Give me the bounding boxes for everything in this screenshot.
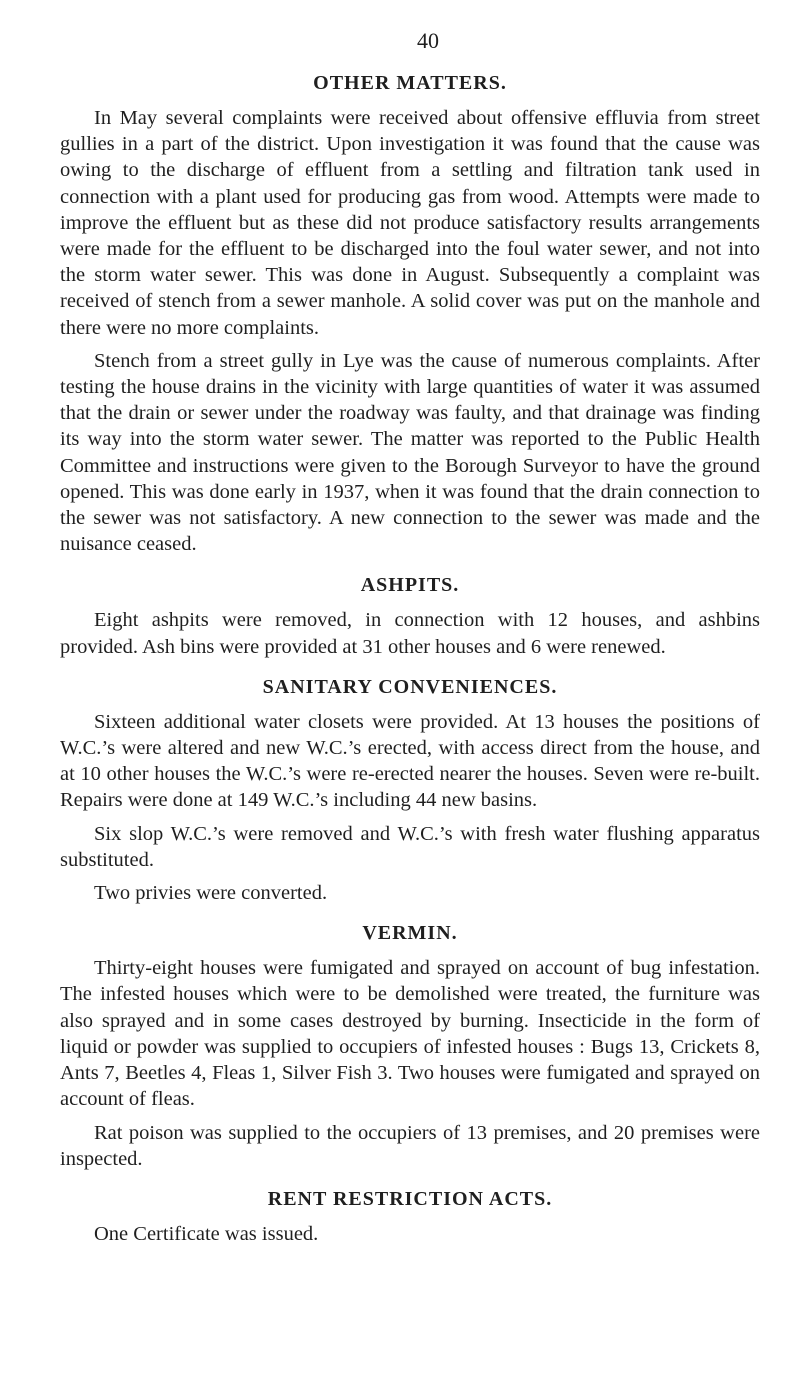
paragraph: In May several complaints were received about offensive effluvia from street gullies in a part of the district. Upon investigation it was found that the cause was owing to the discharge of effluent from a settling and filtration tank used in connection with a plant used for producing gas from wood. Attempts were made to improve the effluent but as these did not produce satisfactory results arrangements were made for the effluent to be discharged into the foul water sewer, and not into the storm water sewer. This was done in August. Subsequently a complaint was received of stench from a sewer manhole. A solid cover was put on the manhole and there were no more complaints. bbox=[60, 107, 760, 339]
section-heading: ASHPITS. bbox=[360, 574, 460, 597]
paragraph: Rat poison was supplied to the occupiers of 13 premises, and 20 premises were inspected. bbox=[60, 1121, 760, 1170]
paragraph: Two privies were converted. bbox=[94, 882, 328, 905]
section-heading: VERMIN. bbox=[362, 922, 458, 945]
document-page bbox=[60, 28, 760, 1263]
section-ashpits bbox=[60, 574, 760, 659]
paragraph: Eight ashpits were removed, in connection with 12 houses, and ashbins provided. Ash bins were provided at 31 other houses and 6 were renewed. bbox=[60, 609, 760, 658]
page-number: 40 bbox=[417, 28, 439, 53]
section-heading: RENT RESTRICTION ACTS. bbox=[267, 1187, 553, 1210]
section-heading: SANITARY CONVENIENCES. bbox=[262, 675, 558, 698]
paragraph: Six slop W.C.’s were removed and W.C.’s with fresh water flushing apparatus substituted. bbox=[60, 822, 760, 871]
paragraph: One Certificate was issued. bbox=[94, 1222, 319, 1245]
section-vermin bbox=[60, 922, 760, 1172]
section-rent-restriction-acts bbox=[60, 1188, 760, 1247]
paragraph: Thirty-eight houses were fumigated and sprayed on account of bug infestation. The infested houses which were to be demolished were treated, the furniture was also sprayed and in some cases destroyed by burning. Insecticide in the form of liquid or powder was supplied to occupiers of infested houses : Bugs 13, Crickets 8, Ants 7, Beetles 4, Fleas 1, Silver Fish 3. Two houses were fumigated and sprayed on account of fleas. bbox=[60, 957, 760, 1111]
section-sanitary-conveniences bbox=[60, 676, 760, 906]
paragraph: Stench from a street gully in Lye was the cause of numerous complaints. After testing the house drains in the vicinity with large quantities of water it was assumed that the drain or sewer under the roadway was faulty, and that drainage was finding its way into the storm water sewer. The matter was reported to the Public Health Committee and instructions were given to the Borough Surveyor to have the ground opened. This was done early in 1937, when it was found that the drain connection to the sewer was not satisfactory. A new connection to the sewer was made and the nuisance ceased. bbox=[60, 349, 760, 556]
section-other-matters bbox=[60, 72, 760, 557]
paragraph: Sixteen additional water closets were provided. At 13 houses the positions of W.C.’s were altered and new W.C.’s erected, with access direct from the house, and at 10 other houses the W.C.’s were re-erected nearer the houses. Seven were re-built. Repairs were done at 149 W.C.’s including 44 new basins. bbox=[60, 710, 760, 812]
section-heading: OTHER MATTERS. bbox=[313, 72, 507, 94]
